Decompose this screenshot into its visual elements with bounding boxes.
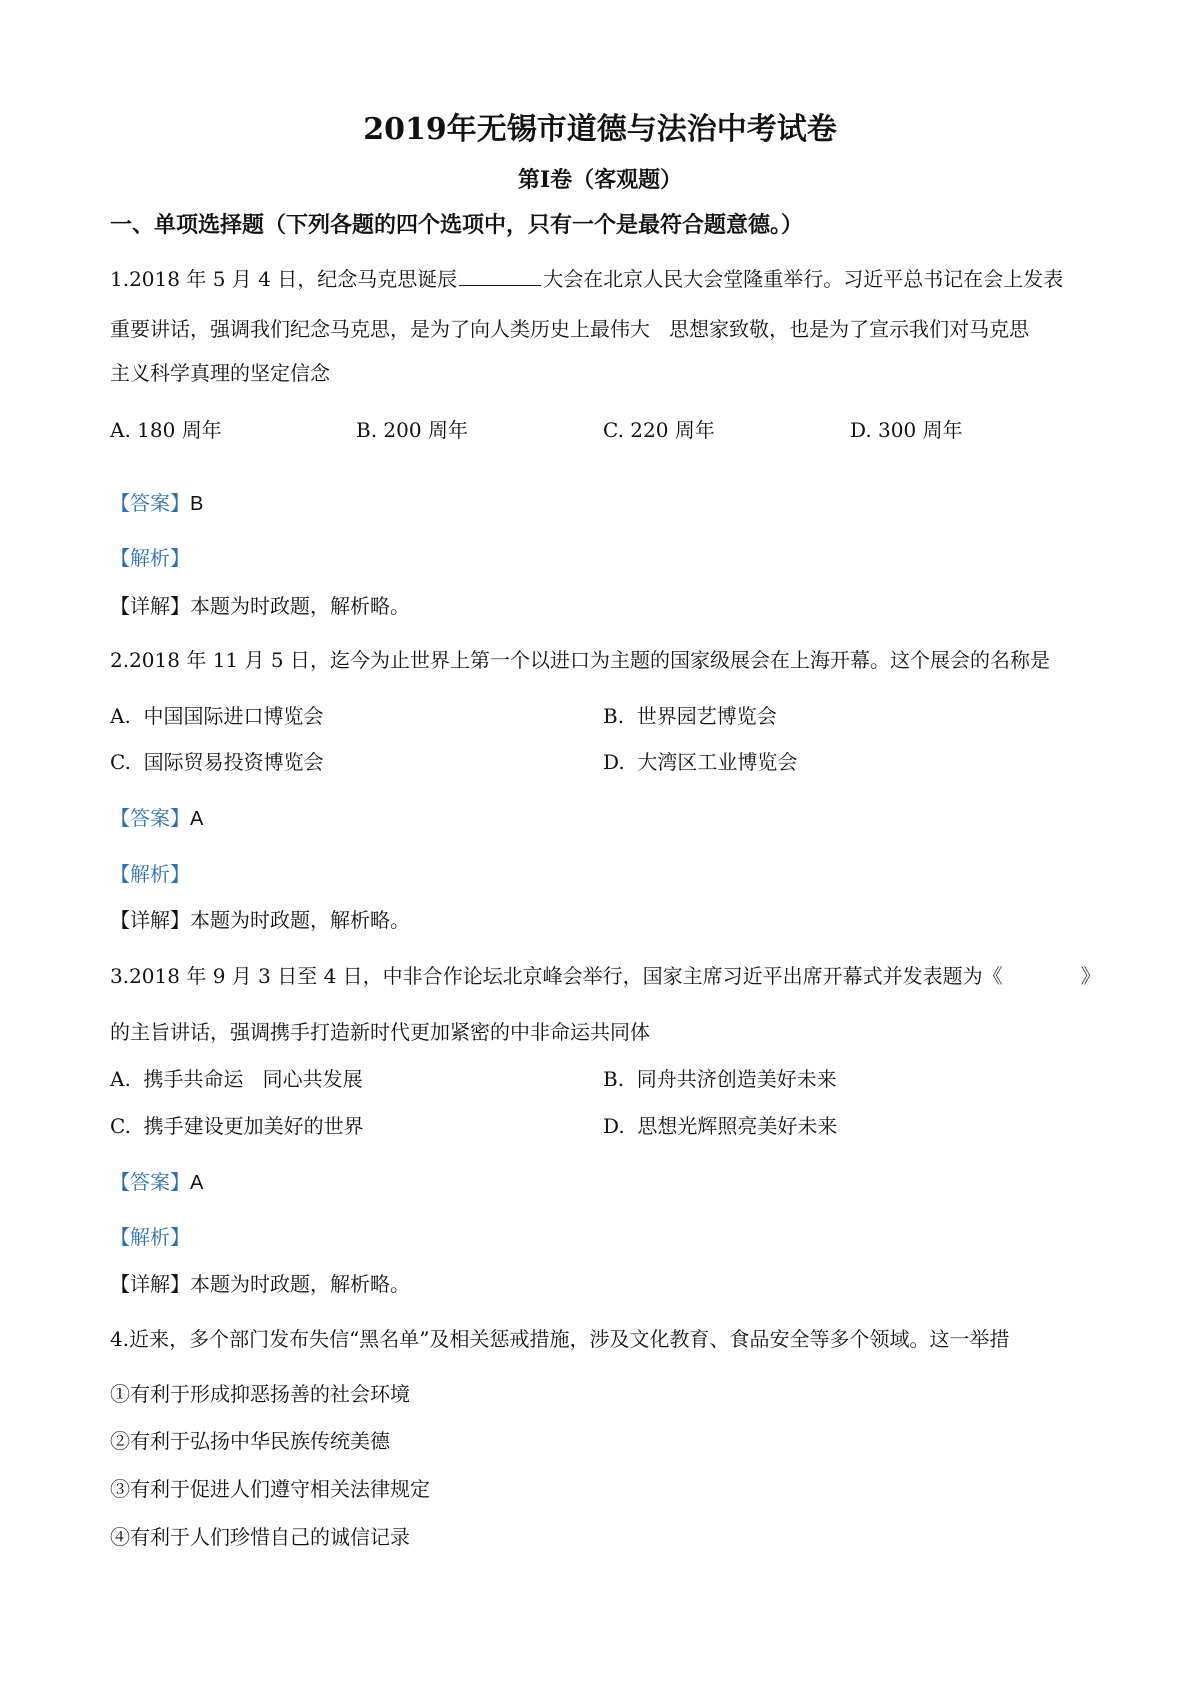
q3-answer <box>110 1169 203 1196</box>
exam-title: 2019年无锡市道德与法治中考试卷 <box>363 112 837 147</box>
q3-text-a: 3.2018 年 9 月 3 日至 4 日，中非合作论坛北京峰会举行，国家主席习近平出席开幕式并发表题为《 <box>110 964 1003 988</box>
answer-value: B <box>190 493 204 515</box>
q4-item-2: ②有利于弘扬中华民族传统美德 <box>110 1429 390 1453</box>
q2-option-d: D. 大湾区工业博览会 <box>603 750 798 774</box>
q1-text-b: 大会在北京人民大会堂隆重举行。习近平总书记在会上发表 <box>543 267 1064 291</box>
q2-answer <box>110 805 203 832</box>
q2-analysis: 【解析】 <box>110 862 190 886</box>
q3-option-c: C. 携手建设更加美好的世界 <box>110 1114 364 1138</box>
q2-option-b: B. 世界园艺博览会 <box>603 704 777 728</box>
answer-blank <box>459 267 541 286</box>
q3-option-b: B. 同舟共济创造美好未来 <box>603 1067 837 1091</box>
q1-option-d: D. 300 周年 <box>850 418 963 442</box>
answer-tag: 【答案】 <box>110 806 190 830</box>
q1-line-3: 主义科学真理的坚定信念 <box>110 361 330 385</box>
q2-option-a: A. 中国国际进口博览会 <box>110 704 324 728</box>
q3-line-2: 的主旨讲话，强调携手打造新时代更加紧密的中非命运共同体 <box>110 1020 650 1044</box>
q1-option-a: A. 180 周年 <box>110 418 222 442</box>
q1-text-a: 1.2018 年 5 月 4 日，纪念马克思诞辰 <box>110 267 458 291</box>
detail-text: 本题为时政题，解析略。 <box>190 1272 410 1296</box>
detail-tag: 【详解】 <box>110 594 190 618</box>
q1-answer <box>110 490 203 517</box>
q3-option-d: D. 思想光辉照亮美好未来 <box>603 1114 838 1138</box>
q1-option-b: B. 200 周年 <box>356 418 468 442</box>
q1-option-c: C. 220 周年 <box>603 418 715 442</box>
detail-text: 本题为时政题，解析略。 <box>190 908 410 932</box>
exam-subtitle: 第Ⅰ卷（客观题） <box>517 167 683 193</box>
answer-tag: 【答案】 <box>110 1170 190 1194</box>
q1-line-2: 重要讲话，强调我们纪念马克思，是为了向人类历史上最伟大 思想家致敬，也是为了宣示我们对马克思 <box>110 317 1030 341</box>
section-heading: 一、单项选择题（下列各题的四个选项中，只有一个是最符合题意德。） <box>110 212 804 238</box>
q2-detail <box>110 907 410 933</box>
q3-text-b: 》 <box>1080 964 1101 988</box>
q4-item-4: ④有利于人们珍惜自己的诚信记录 <box>110 1525 410 1549</box>
answer-value: A <box>190 1172 204 1194</box>
question-2: 2.2018 年 11 月 5 日，迄今为止世界上第一个以进口为主题的国家级展会在上海开幕。这个展会的名称是 <box>110 648 1050 672</box>
q3-analysis: 【解析】 <box>110 1225 190 1249</box>
detail-text: 本题为时政题，解析略。 <box>190 594 410 618</box>
answer-tag: 【答案】 <box>110 491 190 515</box>
question-4: 4.近来，多个部门发布失信“黑名单”及相关惩戒措施，涉及文化教育、食品安全等多个领域。这一举措 <box>110 1327 1010 1351</box>
detail-tag: 【详解】 <box>110 1272 190 1296</box>
q1-analysis: 【解析】 <box>110 546 190 570</box>
detail-tag: 【详解】 <box>110 908 190 932</box>
question-3 <box>110 963 1101 989</box>
q2-option-c: C. 国际贸易投资博览会 <box>110 750 324 774</box>
q1-detail <box>110 593 410 619</box>
answer-value: A <box>190 808 204 830</box>
q3-detail <box>110 1271 410 1297</box>
question-1 <box>110 266 1063 292</box>
q4-item-3: ③有利于促进人们遵守相关法律规定 <box>110 1477 430 1501</box>
q3-option-a: A. 携手共命运 同心共发展 <box>110 1067 363 1091</box>
q4-item-1: ①有利于形成抑恶扬善的社会环境 <box>110 1382 410 1406</box>
